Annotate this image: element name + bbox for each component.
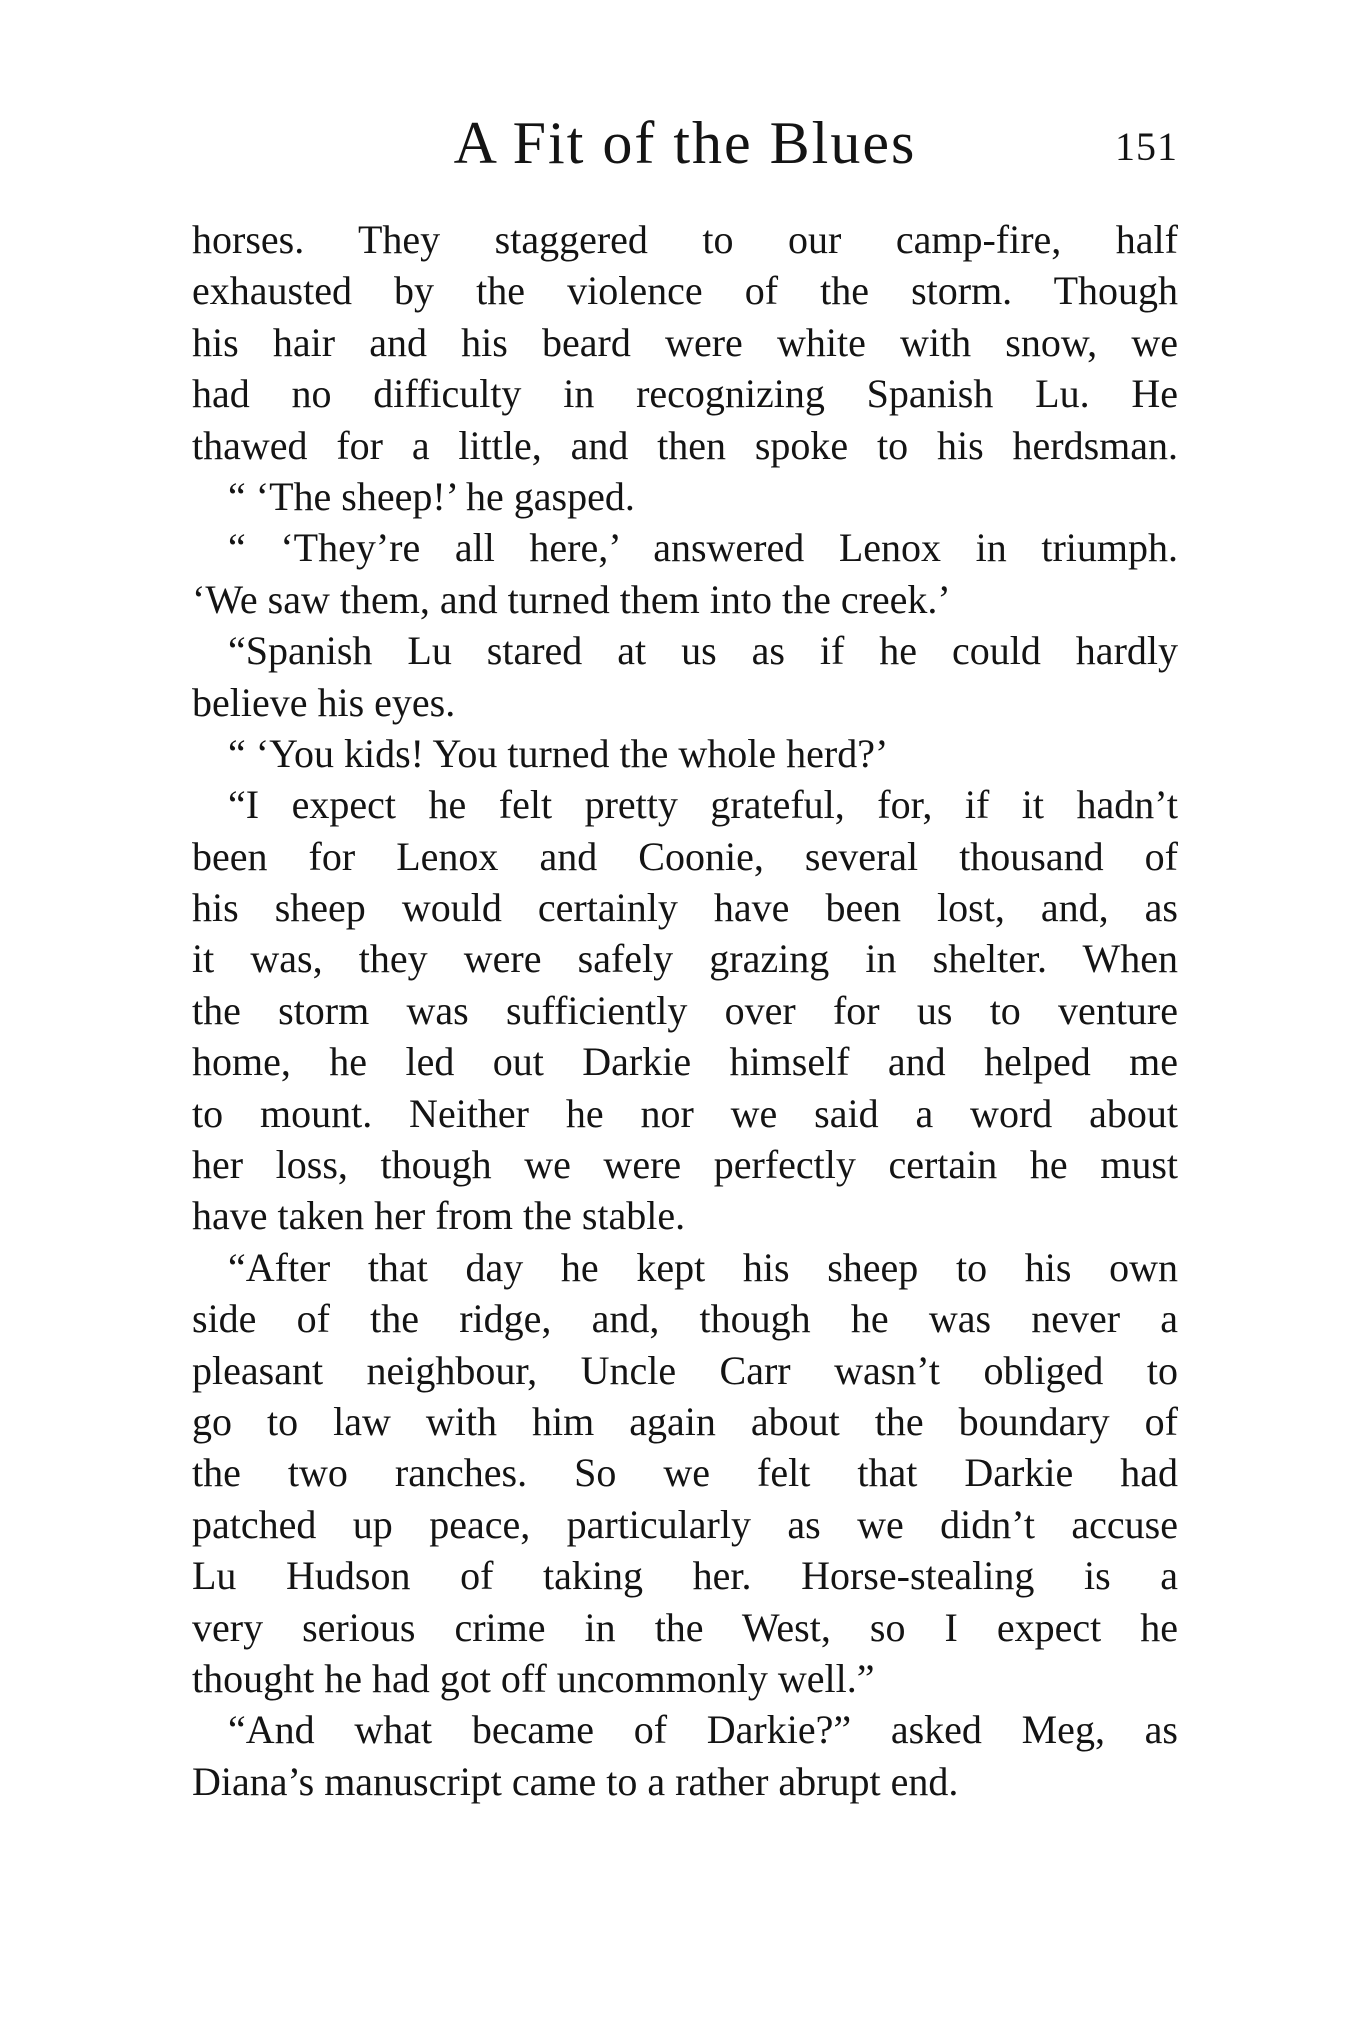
text-line: it was, they were safely grazing in shelter. When <box>192 936 1178 982</box>
text-line: horses. They staggered to our camp-fire, half <box>192 217 1178 262</box>
text-line: been for Lenox and Coonie, several thousand of <box>192 833 1178 879</box>
text-line: thawed for a little, and then spoke to his herdsman. <box>192 422 1178 468</box>
running-head <box>192 108 1178 178</box>
page-number: 151 <box>1115 124 1178 169</box>
text-line: ‘We saw them, and turned them into the creek.’ <box>192 576 951 622</box>
text-line: exhausted by the violence of the storm. Though <box>192 268 1178 314</box>
body-text <box>192 214 1178 1807</box>
text-line: patched up peace, particularly as we didn’t accuse <box>192 1501 1178 1547</box>
text-line: “ ‘The sheep!’ he gasped. <box>228 473 635 519</box>
text-line: “Spanish Lu stared at us as if he could hardly <box>228 628 1178 674</box>
text-line: had no difficulty in recognizing Spanish Lu. He <box>192 371 1178 417</box>
text-line: go to law with him again about the boundary of <box>192 1398 1178 1444</box>
running-title: A Fit of the Blues <box>453 110 917 176</box>
text-line: his hair and his beard were white with snow, we <box>192 319 1178 365</box>
text-line: “After that day he kept his sheep to his own <box>228 1244 1178 1290</box>
text-line: home, he led out Darkie himself and helped me <box>192 1039 1178 1085</box>
text-line: his sheep would certainly have been lost, and, as <box>192 885 1178 931</box>
text-line: pleasant neighbour, Uncle Carr wasn’t obliged to <box>192 1347 1178 1393</box>
text-line: have taken her from the stable. <box>192 1193 686 1239</box>
text-line: the storm was sufficiently over for us to venture <box>192 987 1178 1033</box>
text-line: Diana’s manuscript came to a rather abrupt end. <box>192 1758 959 1804</box>
text-line: “And what became of Darkie?” asked Meg, as <box>228 1707 1178 1753</box>
text-line: “I expect he felt pretty grateful, for, if it hadn’t <box>228 782 1178 828</box>
text-line: very serious crime in the West, so I expect he <box>192 1604 1178 1650</box>
text-line: believe his eyes. <box>192 679 456 725</box>
text-line: the two ranches. So we felt that Darkie had <box>192 1450 1178 1496</box>
text-line: “ ‘You kids! You turned the whole herd?’ <box>228 730 889 776</box>
text-line: thought he had got off uncommonly well.” <box>192 1655 875 1701</box>
text-line: “ ‘They’re all here,’ answered Lenox in triumph. <box>228 525 1178 571</box>
text-line: Lu Hudson of taking her. Horse-stealing is a <box>192 1553 1178 1599</box>
text-line: her loss, though we were perfectly certain he must <box>192 1142 1178 1188</box>
text-line: to mount. Neither he nor we said a word about <box>192 1090 1178 1136</box>
text-line: side of the ridge, and, though he was never a <box>192 1296 1178 1342</box>
